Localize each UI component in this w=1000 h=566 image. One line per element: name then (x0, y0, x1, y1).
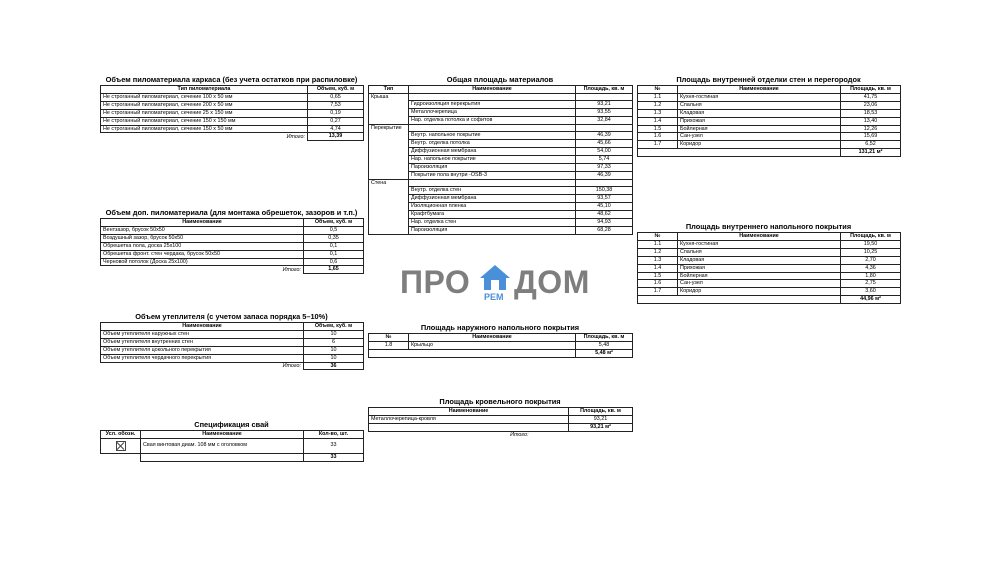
piles-section (100, 420, 363, 462)
table-row (101, 101, 364, 109)
piles-total-value: 33 (304, 453, 364, 461)
floor-header-num: № (638, 233, 678, 241)
outdoor-floor-name: Крыльцо (409, 341, 576, 349)
roof-header-area: Площадь, кв. м (569, 408, 633, 416)
walls-section (637, 75, 900, 157)
table-row (369, 156, 633, 164)
table-row (369, 148, 633, 156)
extra-lumber-table (100, 218, 364, 274)
outdoor-floor-total-value: 5,48 м² (576, 349, 633, 357)
piles-header-qty: Кол-во, шт. (304, 431, 364, 439)
materials-group-type: Стена (369, 179, 409, 186)
materials-table (368, 85, 633, 235)
outdoor-floor-title: Площадь наружного напольного покрытия (420, 323, 580, 332)
lumber-name: Не строганный пиломатериал, сечение 150 x 50 мм (101, 125, 308, 133)
material-name: Диффузионная мембрана (409, 195, 576, 203)
floor-num: 1.3 (638, 256, 678, 264)
table-row (638, 101, 901, 109)
extra-lumber-name: Вентзазор, брусок 50x50 (101, 226, 304, 234)
table-row (638, 280, 901, 288)
pile-icon (116, 441, 126, 451)
walls-area: 13,40 (841, 117, 901, 125)
outdoor-floor-header-num: № (369, 334, 409, 342)
walls-num: 1.2 (638, 101, 678, 109)
extra-lumber-title: Объем доп. пиломатериала (для монтажа обрешеток, зазоров и т.п.) (105, 208, 358, 217)
material-area: 45,66 (576, 140, 633, 148)
lumber-name: Не строганный пиломатериал, сечение 25 x 150 мм (101, 109, 308, 117)
material-area: 93,21 (576, 101, 633, 109)
extra-lumber-total-label: Итого: (282, 266, 301, 273)
table-row (369, 226, 633, 234)
table-row (369, 132, 633, 140)
material-area: 94,93 (576, 218, 633, 226)
table-row (369, 187, 633, 195)
outdoor-floor-header-name: Наименование (409, 334, 576, 342)
roof-name: Металлочерепица-кровля (369, 415, 569, 423)
table-row (101, 438, 364, 453)
walls-area: 41,75 (841, 93, 901, 101)
table-row (369, 117, 633, 125)
group-row (369, 179, 633, 186)
walls-area: 18,53 (841, 109, 901, 117)
material-area: 48,62 (576, 211, 633, 219)
floor-area: 19,50 (841, 240, 901, 248)
table-row (369, 109, 633, 117)
table-row (369, 195, 633, 203)
table-row (638, 133, 901, 141)
lumber-value: 0,65 (308, 93, 364, 101)
table-row (369, 218, 633, 226)
lumber-name: Не строганный пиломатериал, сечение 150 x 150 мм (101, 117, 308, 125)
table-row (101, 117, 364, 125)
extra-lumber-value: 0,35 (304, 234, 364, 242)
material-area: 68,28 (576, 226, 633, 234)
insulation-total-value: 36 (304, 362, 364, 370)
piles-table (100, 430, 364, 462)
roof-table (368, 407, 633, 439)
table-row (101, 242, 364, 250)
table-row (101, 338, 364, 346)
table-row (638, 256, 901, 264)
insulation-name: Объем утеплителя цокольного перекрытия (101, 346, 304, 354)
insulation-name: Объем утеплителя внутренних стен (101, 338, 304, 346)
walls-area: 15,69 (841, 133, 901, 141)
floor-header-name: Наименование (678, 233, 841, 241)
roof-section (368, 397, 632, 439)
table-row (101, 330, 364, 338)
floor-area: 2,70 (841, 256, 901, 264)
walls-name: Кухня-гостиная (678, 93, 841, 101)
material-name: Покрытие пола внутри -OSB-3 (409, 171, 576, 179)
material-area: 45,10 (576, 203, 633, 211)
lumber-title: Объем пиломатериала каркаса (без учета остатков при распиловке) (105, 75, 358, 84)
material-name: Нар. отделка стен (409, 218, 576, 226)
piles-header-symbol: Усл. обозн. (101, 431, 141, 439)
extra-lumber-header-name: Наименование (101, 219, 304, 227)
table-row (638, 109, 901, 117)
floor-name: Сан-узел (678, 280, 841, 288)
lumber-section (100, 75, 363, 141)
lumber-total-label: Итого: (286, 133, 305, 140)
insulation-table (100, 322, 364, 370)
walls-num: 1.4 (638, 117, 678, 125)
lumber-header-type: Тип пиломатериала (101, 86, 308, 94)
table-row (638, 117, 901, 125)
lumber-table (100, 85, 364, 141)
lumber-value: 7,53 (308, 101, 364, 109)
extra-lumber-value: 0,5 (304, 226, 364, 234)
table-row (638, 141, 901, 149)
walls-num: 1.3 (638, 109, 678, 117)
walls-num: 1.7 (638, 141, 678, 149)
materials-header-name: Наименование (409, 86, 576, 94)
floor-name: Спальня (678, 248, 841, 256)
walls-total-value: 131,21 м² (841, 149, 901, 157)
walls-num: 1.1 (638, 93, 678, 101)
table-row (369, 203, 633, 211)
walls-name: Бойлерная (678, 125, 841, 133)
insulation-value: 10 (304, 330, 364, 338)
floor-area: 10,25 (841, 248, 901, 256)
outdoor-floor-num: 1.8 (369, 341, 409, 349)
extra-lumber-section (100, 208, 363, 274)
walls-num: 1.6 (638, 133, 678, 141)
materials-section (368, 75, 632, 235)
floor-name: Кухня-гостиная (678, 240, 841, 248)
table-row (369, 415, 633, 423)
lumber-value: 0,27 (308, 117, 364, 125)
extra-lumber-value: 0,1 (304, 242, 364, 250)
material-name: Крафтбумага (409, 211, 576, 219)
floor-area: 1,80 (841, 272, 901, 280)
roof-total-value: 93,21 м² (569, 423, 633, 431)
material-name: Металлочерепица (409, 109, 576, 117)
extra-lumber-name: Обрешетка фронт. стен чердака, брусок 50x50 (101, 250, 304, 258)
floor-section (637, 222, 900, 304)
table-row (101, 250, 364, 258)
walls-header-name: Наименование (678, 86, 841, 94)
floor-name: Прихожая (678, 264, 841, 272)
material-name: Внутр. напольное покрытие (409, 132, 576, 140)
pile-name: Свая винтовая диам. 108 мм с оголовком (141, 438, 304, 453)
lumber-value: 0,19 (308, 109, 364, 117)
floor-table (637, 232, 901, 304)
floor-area: 4,36 (841, 264, 901, 272)
table-row (101, 93, 364, 101)
walls-name: Сан-узел (678, 133, 841, 141)
insulation-value: 10 (304, 354, 364, 362)
floor-num: 1.4 (638, 264, 678, 272)
material-name: Диффузионная мембрана (409, 148, 576, 156)
extra-lumber-value: 0,6 (304, 258, 364, 266)
table-row (101, 226, 364, 234)
floor-num: 1.1 (638, 240, 678, 248)
material-name: Нар. отделка потолка и софитов (409, 117, 576, 125)
pile-symbol-cell (101, 438, 141, 453)
roof-header-name: Наименование (369, 408, 569, 416)
walls-num: 1.5 (638, 125, 678, 133)
roof-total-label: Итого: (510, 431, 529, 438)
lumber-name: Не строганный пиломатериал, сечение 200 x 50 мм (101, 101, 308, 109)
table-row (101, 354, 364, 362)
piles-title: Спецификация свай (194, 420, 269, 429)
table-row (369, 211, 633, 219)
floor-num: 1.2 (638, 248, 678, 256)
extra-lumber-name: Черновой потолок (Доска 25x100) (101, 258, 304, 266)
insulation-title: Объем утеплителя (с учетом запаса порядка 5–10%) (135, 312, 328, 321)
walls-table (637, 85, 901, 157)
insulation-total-label: Итого: (282, 362, 301, 369)
table-row (369, 164, 633, 172)
piles-header-name: Наименование (141, 431, 304, 439)
floor-area: 3,60 (841, 288, 901, 296)
floor-name: Бойлерная (678, 272, 841, 280)
lumber-header-volume: Объем, куб. м (308, 86, 364, 94)
extra-lumber-header-volume: Объем, куб. м (304, 219, 364, 227)
material-name: Пароизоляция (409, 164, 576, 172)
extra-lumber-name: Воздушный зазор, брусок 50x50 (101, 234, 304, 242)
walls-title: Площадь внутренней отделки стен и перегородок (676, 75, 861, 84)
floor-name: Кладовая (678, 256, 841, 264)
insulation-value: 10 (304, 346, 364, 354)
table-row (638, 264, 901, 272)
floor-num: 1.7 (638, 288, 678, 296)
table-row (638, 125, 901, 133)
walls-name: Коридор (678, 141, 841, 149)
material-name: Внутр. отделка стен (409, 187, 576, 195)
lumber-value: 4,74 (308, 125, 364, 133)
material-name: Нар. напольное покрытие (409, 156, 576, 164)
table-row (638, 93, 901, 101)
floor-area: 2,75 (841, 280, 901, 288)
insulation-header-volume: Объем, куб. м (304, 323, 364, 331)
outdoor-floor-header-area: Площадь, кв. м (576, 334, 633, 342)
floor-num: 1.5 (638, 272, 678, 280)
extra-lumber-total-value: 1,65 (304, 266, 364, 274)
insulation-section (100, 312, 363, 370)
group-row (369, 125, 633, 132)
outdoor-floor-table (368, 333, 633, 358)
logo-sub-text: РЕМ (484, 292, 504, 302)
house-icon (478, 263, 512, 295)
extra-lumber-value: 0,1 (304, 250, 364, 258)
logo-right-text: ДОМ (514, 264, 590, 300)
table-row (101, 346, 364, 354)
material-name: Изоляционная пленка (409, 203, 576, 211)
walls-header-num: № (638, 86, 678, 94)
walls-name: Спальня (678, 101, 841, 109)
table-row (369, 171, 633, 179)
insulation-value: 6 (304, 338, 364, 346)
material-name: Пароизоляция (409, 226, 576, 234)
pile-qty: 33 (304, 438, 364, 453)
group-row (369, 93, 633, 100)
floor-num: 1.6 (638, 280, 678, 288)
table-row (101, 258, 364, 266)
walls-header-area: Площадь, кв. м (841, 86, 901, 94)
table-row (369, 140, 633, 148)
table-row (369, 101, 633, 109)
walls-area: 23,06 (841, 101, 901, 109)
table-row (369, 341, 633, 349)
table-row (101, 234, 364, 242)
floor-title: Площадь внутреннего напольного покрытия (685, 222, 852, 231)
insulation-name: Объем утеплителя наружных стен (101, 330, 304, 338)
walls-name: Кладовая (678, 109, 841, 117)
material-area: 97,33 (576, 164, 633, 172)
material-area: 46,39 (576, 171, 633, 179)
materials-header-area: Площадь, кв. м (576, 86, 633, 94)
walls-name: Прихожая (678, 117, 841, 125)
material-area: 5,74 (576, 156, 633, 164)
material-area: 46,39 (576, 132, 633, 140)
material-name: Гидроизоляция перекрытия (409, 101, 576, 109)
material-area: 93,57 (576, 195, 633, 203)
materials-title: Общая площадь материалов (446, 75, 554, 84)
lumber-total-value: 13,39 (308, 133, 364, 141)
material-name: Внутр. отделка потолка (409, 140, 576, 148)
materials-group-type: Крыша (369, 93, 409, 100)
floor-header-area: Площадь, кв. м (841, 233, 901, 241)
insulation-header-name: Наименование (101, 323, 304, 331)
insulation-name: Объем утеплителя чердачного перекрытия (101, 354, 304, 362)
lumber-name: Не строганный пиломатериал, сечение 100 x 50 мм (101, 93, 308, 101)
logo (400, 262, 595, 302)
material-area: 54,00 (576, 148, 633, 156)
table-row (638, 248, 901, 256)
materials-group-type: Перекрытие (369, 125, 409, 132)
outdoor-floor-section (368, 323, 632, 358)
outdoor-floor-area: 5,48 (576, 341, 633, 349)
floor-total-value: 44,96 м² (841, 296, 901, 304)
material-area: 150,38 (576, 187, 633, 195)
roof-title: Площадь кровельного покрытия (439, 397, 561, 406)
walls-area: 12,26 (841, 125, 901, 133)
floor-name: Коридор (678, 288, 841, 296)
logo-left-text: ПРО (400, 264, 471, 300)
table-row (101, 109, 364, 117)
materials-header-type: Тип (369, 86, 409, 94)
table-row (638, 272, 901, 280)
table-row (638, 240, 901, 248)
walls-area: 6,52 (841, 141, 901, 149)
table-row (638, 288, 901, 296)
table-row (101, 125, 364, 133)
material-area: 32,84 (576, 117, 633, 125)
roof-area: 93,21 (569, 415, 633, 423)
material-area: 93,55 (576, 109, 633, 117)
extra-lumber-name: Обрешетка пола, доска 25x100 (101, 242, 304, 250)
